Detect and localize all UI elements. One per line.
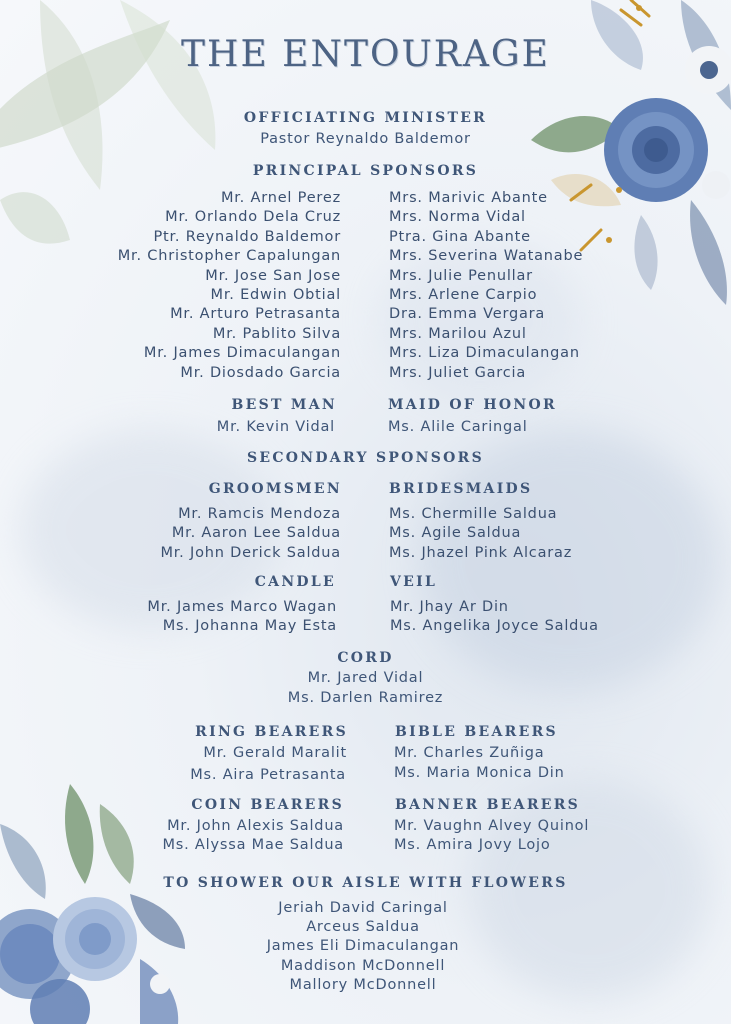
coin-bearers-heading: COIN BEARERS — [191, 797, 344, 813]
principal-sponsors-heading: PRINCIPAL SPONSORS — [252, 163, 479, 179]
list-item: Mr. Orlando Dela Cruz — [165, 209, 341, 226]
best-man-heading: BEST MAN — [231, 397, 337, 413]
flower-name: James Eli Dimaculangan — [266, 938, 460, 954]
ring-bearer-name: Ms. Aira Petrasanta — [190, 767, 346, 783]
list-item: Mrs. Norma Vidal — [389, 209, 526, 226]
flower-name: Jeriah David Caringal — [278, 900, 448, 916]
list-item: Ptra. Gina Abante — [389, 228, 531, 245]
coin-bearer-name: Ms. Alyssa Mae Saldua — [162, 837, 344, 853]
groomsmen-list — [160, 505, 341, 563]
candle-list — [147, 598, 337, 637]
list-item: Mr. James Marco Wagan — [147, 599, 337, 615]
list-item: Ms. Agile Saldua — [389, 525, 522, 542]
list-item: Dra. Emma Vergara — [389, 306, 546, 323]
list-item: Ms. Angelika Joyce Saldua — [390, 618, 599, 635]
maid-of-honor-heading: MAID OF HONOR — [388, 397, 557, 413]
candle-heading: CANDLE — [254, 574, 336, 590]
list-item: Ms. Chermille Saldua — [389, 506, 558, 522]
list-item: Ptr. Reynaldo Baldemor — [153, 228, 341, 245]
list-item: Mr. Aaron Lee Saldua — [171, 525, 341, 542]
cord-name: Mr. Jared Vidal — [307, 670, 424, 686]
list-item: Mr. Christopher Capalungan — [117, 248, 341, 265]
secondary-sponsors-heading: SECONDARY SPONSORS — [246, 450, 485, 466]
principal-women-list — [389, 189, 583, 383]
cord-name: Ms. Darlen Ramirez — [287, 690, 444, 706]
list-item: Ms. Jhazel Pink Alcaraz — [389, 544, 573, 561]
list-item: Mrs. Marilou Azul — [389, 325, 527, 342]
bridesmaids-list — [389, 505, 572, 563]
list-item: Mrs. Arlene Carpio — [389, 286, 538, 303]
flowers-heading: TO SHOWER OUR AISLE WITH FLOWERS — [163, 875, 568, 891]
flower-name: Mallory McDonnell — [289, 977, 437, 993]
list-item: Mrs. Marivic Abante — [389, 190, 548, 206]
list-item: Mr. John Derick Saldua — [160, 544, 341, 561]
list-item: Mr. Diosdado Garcia — [180, 364, 341, 381]
banner-bearer-name: Mr. Vaughn Alvey Quinol — [394, 818, 590, 834]
maid-of-honor-name: Ms. Alile Caringal — [388, 419, 528, 435]
list-item: Mr. Arturo Petrasanta — [170, 306, 341, 323]
list-item: Mr. James Dimaculangan — [143, 345, 341, 362]
list-item: Ms. Johanna May Esta — [162, 618, 337, 635]
principal-men-list — [118, 189, 341, 383]
officiating-heading: OFFICIATING MINISTER — [243, 110, 488, 126]
bible-bearers-heading: BIBLE BEARERS — [395, 724, 558, 740]
bridesmaids-heading: BRIDESMAIDS — [389, 481, 533, 497]
list-item: Mrs. Liza Dimaculangan — [389, 345, 580, 362]
cord-heading: CORD — [337, 650, 394, 666]
banner-bearer-name: Ms. Amira Jovy Lojo — [394, 837, 551, 853]
page-title: THE ENTOURAGE — [181, 34, 550, 75]
list-item: Mr. Ramcis Mendoza — [178, 506, 341, 522]
list-item: Mr. Pablito Silva — [212, 325, 341, 342]
list-item: Mr. Arnel Perez — [220, 190, 341, 206]
bible-bearer-name: Ms. Maria Monica Din — [394, 765, 565, 781]
list-item: Mr. Edwin Obtial — [210, 286, 341, 303]
ring-bearers-heading: RING BEARERS — [195, 724, 348, 740]
flower-name: Maddison McDonnell — [280, 958, 446, 974]
groomsmen-heading: GROOMSMEN — [208, 481, 342, 497]
list-item: Mr. Jose San Jose — [205, 267, 341, 284]
veil-list — [390, 598, 599, 637]
banner-bearers-heading: BANNER BEARERS — [395, 797, 581, 813]
flower-name: Arceus Saldua — [306, 919, 420, 935]
best-man-name: Mr. Kevin Vidal — [216, 419, 335, 435]
coin-bearer-name: Mr. John Alexis Saldua — [167, 818, 344, 834]
officiating-name: Pastor Reynaldo Baldemor — [260, 131, 471, 147]
list-item: Mr. Jhay Ar Din — [390, 599, 509, 615]
bible-bearer-name: Mr. Charles Zuñiga — [394, 745, 545, 761]
veil-heading: VEIL — [390, 574, 438, 590]
ring-bearer-name: Mr. Gerald Maralit — [203, 745, 347, 761]
list-item: Mrs. Severina Watanabe — [389, 248, 584, 265]
list-item: Mrs. Juliet Garcia — [389, 364, 527, 381]
list-item: Mrs. Julie Penullar — [389, 267, 533, 284]
